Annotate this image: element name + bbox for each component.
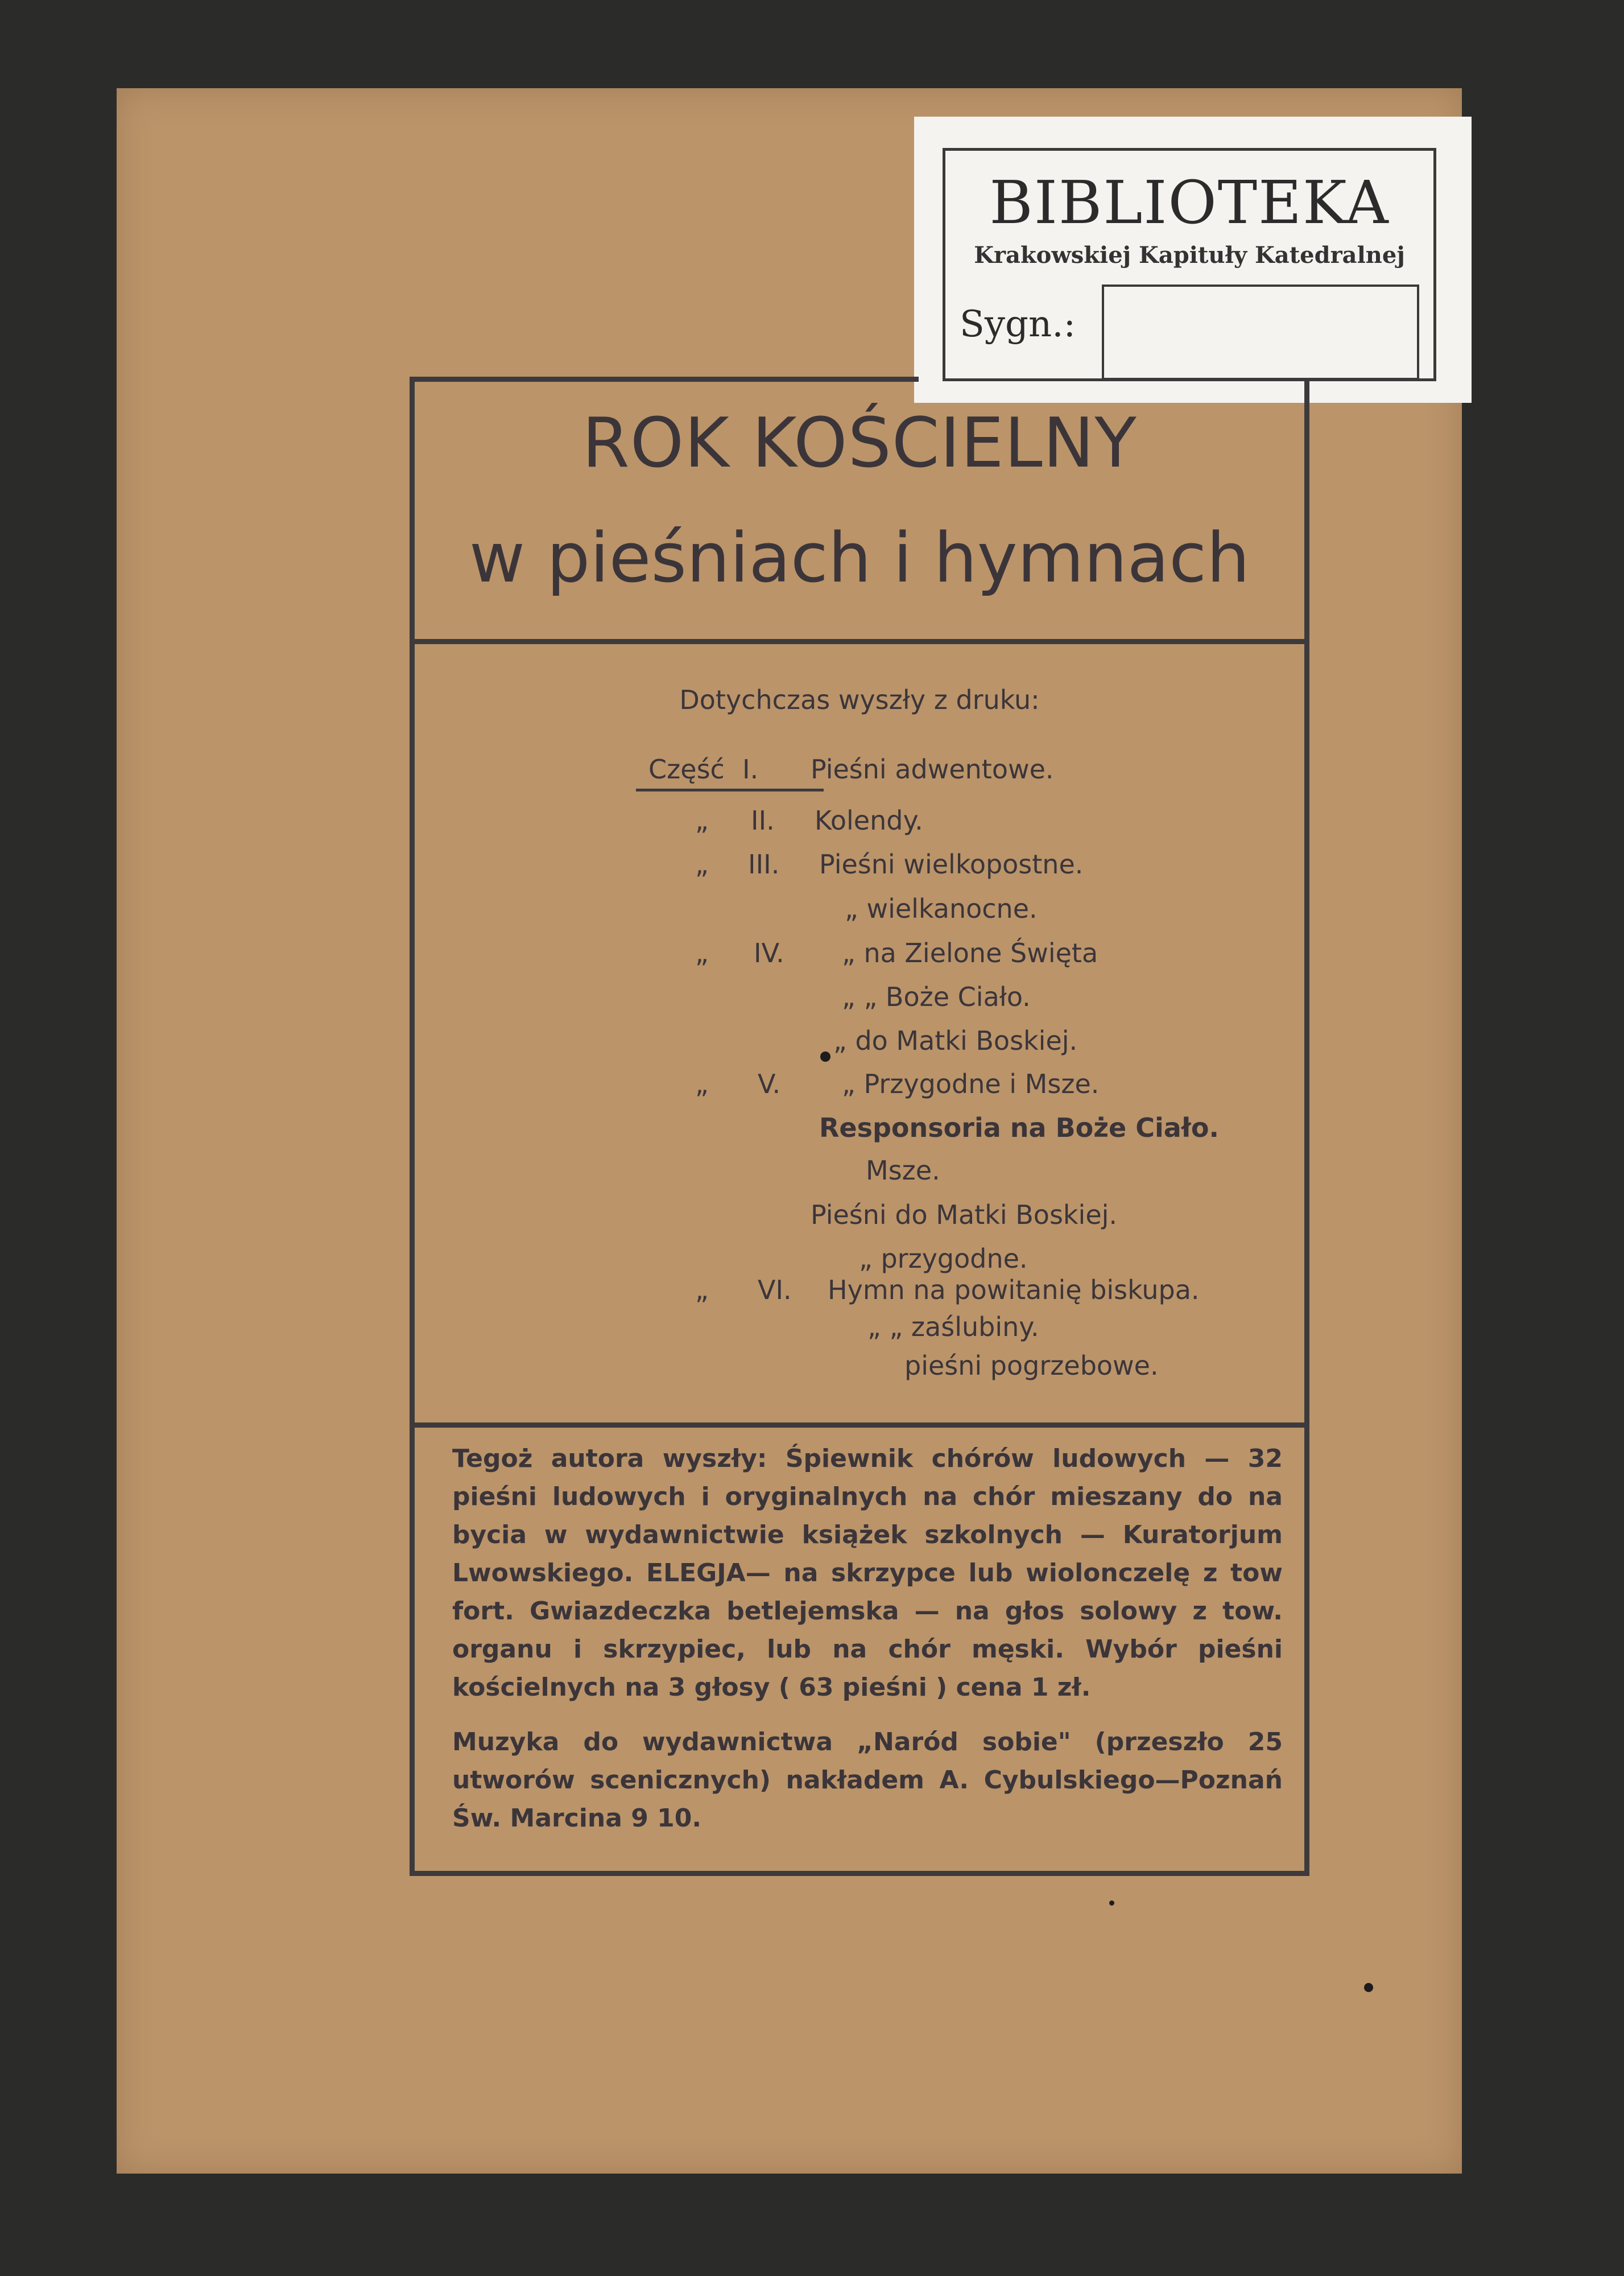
list-mark: „	[695, 849, 709, 880]
list-item: Kolendy.	[815, 805, 923, 836]
speck	[1364, 1983, 1373, 1992]
frame-top-rule	[410, 377, 919, 382]
list-item: „ wielkanocne.	[845, 893, 1038, 924]
library-label-frame	[943, 148, 1436, 381]
list-item: pieśni pogrzebowe.	[904, 1350, 1159, 1381]
list-number: I.	[742, 754, 759, 785]
signature-label: Sygn.:	[960, 303, 1076, 345]
list-item: Pieśni adwentowe.	[811, 754, 1054, 785]
list-item: „ do Matki Boskiej.	[833, 1025, 1078, 1056]
list-number: III.	[748, 849, 780, 880]
list-item: Pieśni wielkopostne.	[819, 849, 1084, 880]
list-item: „ „ zaślubiny.	[867, 1312, 1039, 1342]
publisher-paragraph: Muzyka do wydawnictwa „Naród sobie" (przeszło 25 utworów scenicznych) nakładem A. Cybulskiego—Poznań Św. Marcina 9 10.	[452, 1727, 1283, 1833]
list-number: IV.	[754, 938, 784, 968]
series-subtitle: w pieśniach i hymnach	[469, 519, 1250, 598]
list-item: Msze.	[866, 1155, 940, 1186]
ink-spot	[820, 1052, 830, 1062]
list-item: Responsoria na Boże Ciało.	[819, 1112, 1219, 1143]
author-works-paragraph: Tegoż autora wyszły: Śpiewnik chórów ludowych — 32 pieśni ludowych i oryginalnych na chór mieszany do na bycia w wydawnictwie książek szkolnych — Kuratorjum Lwowskiego. ELEGJA— na skrzypce lub wiolonczelę z tow fort. Gwiazdeczka betlejemska — na głos solowy z tow. organu i skrzypiec, lub na chór męski. Wybór pieśni kościelnych na 3 głosy ( 63 pieśni ) cena 1 zł.	[452, 1444, 1283, 1702]
library-label-title: BIBLIOTEKA	[989, 168, 1390, 237]
list-item: Pieśni do Matki Boskiej.	[811, 1199, 1118, 1230]
list-mark: „	[695, 1275, 709, 1305]
list-number: II.	[751, 805, 775, 836]
list-item: „ Przygodne i Msze.	[842, 1069, 1100, 1099]
list-mark: Część	[648, 754, 725, 785]
list-number: V.	[758, 1069, 781, 1099]
list-item: „ na Zielone Święta	[842, 938, 1098, 968]
notes-divider	[415, 1422, 1305, 1428]
speck	[1109, 1900, 1114, 1906]
list-item: „ „ Boże Ciało.	[842, 982, 1031, 1012]
list-heading: Dotychczas wyszły z druku:	[679, 685, 1040, 715]
library-label-subtitle: Krakowskiej Kapituły Katedralnej	[974, 242, 1405, 269]
header-divider	[415, 639, 1305, 644]
library-label	[914, 117, 1472, 403]
series-title: ROK KOŚCIELNY	[582, 404, 1137, 483]
list-number: VI.	[758, 1275, 792, 1305]
list-mark: „	[695, 938, 709, 968]
list-underline	[636, 789, 824, 791]
list-item: „ przygodne.	[859, 1243, 1028, 1274]
signature-box	[1102, 284, 1419, 380]
list-mark: „	[695, 805, 709, 836]
list-item: Hymn na powitanię biskupa.	[828, 1275, 1200, 1305]
list-mark: „	[695, 1069, 709, 1099]
